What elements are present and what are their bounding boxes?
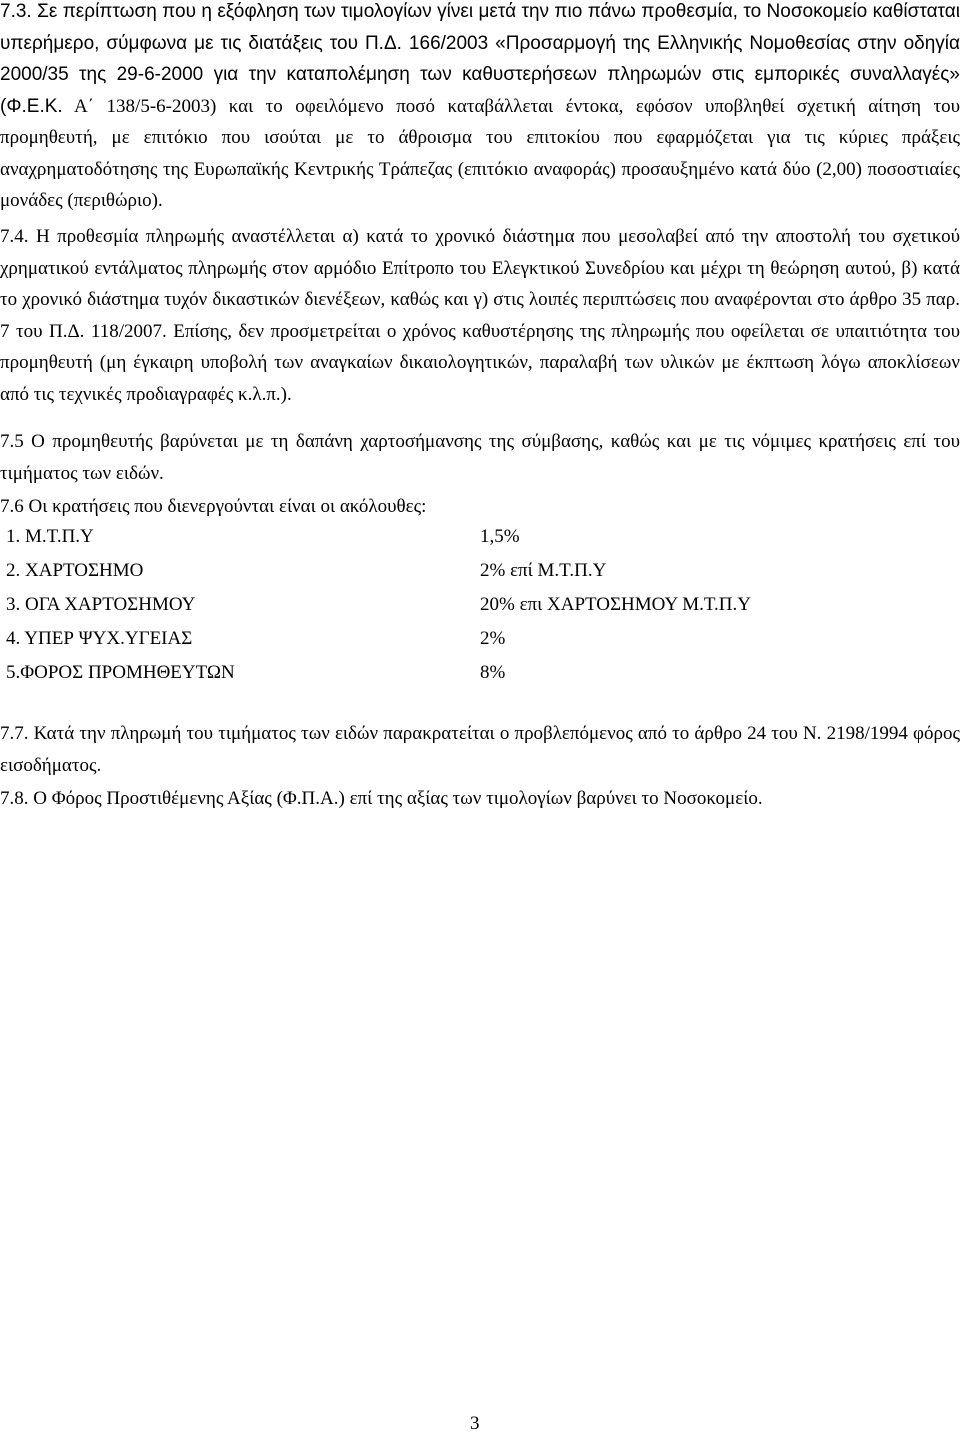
paragraph-7-3-opening: 7.3. Σε περίπτωση που η εξόφληση των τιμολογίων γίνει μετά την πιο πάνω προθεσμία, το Νοσοκομείο καθίσταται υπερήμερο, σύμφωνα με τις διατάξεις του Π.Δ. 166/2003 «Προσαρμογή της Ελληνικής Νομοθεσίας στην οδηγία 2000/35 της 29-6-2000 για την καταπολέμηση των καθυστερήσεων πληρωμών στις εμπορικές συναλλαγές» (Φ.Ε.Κ. xyxy=(0,1,960,117)
retention-rate: 2% xyxy=(480,628,506,649)
retention-rate: 2% επί Μ.Τ.Π.Υ xyxy=(480,560,607,581)
retention-item: 2. ΧΑΡΤΟΣΗΜΟ xyxy=(6,560,144,581)
paragraph-7-6: 7.6 Οι κρατήσεις που διενεργούνται είναι οι ακόλουθες: xyxy=(0,496,427,517)
paragraph-7-4: 7.4. Η προθεσμία πληρωμής αναστέλλεται α) κατά το χρονικό διάστημα που μεσολαβεί από την αποστολή του σχετικού χρηματικού εντάλματος πληρωμής στον αρμόδιο Επίτροπο του Ελεγκτικού Συνεδρίου και μέχρι τη θεώρηση αυτού, β) κατά το χρονικό διάστημα τυχόν δικαστικών διενέξεων, καθώς και γ) στις λοιπές περιπτώσεις που αναφέρονται στο άρθρο 35 παρ. 7 του Π.Δ. 118/2007. Επίσης, δεν προσμετρείται ο χρόνος καθυστέρησης της πληρωμής που οφείλεται σε υπαιτιότητα του προμηθευτή (μη έγκαιρη υποβολή των αναγκαίων δικαιολογητικών, παραλαβή των υλικών με έκπτωση λόγω αποκλίσεων από τις τεχνικές προδιαγραφές κ.λ.π.). xyxy=(0,226,960,405)
paragraph-7-3 xyxy=(0,0,960,217)
paragraph-7-7: 7.7. Κατά την πληρωμή του τιμήματος των ειδών παρακρατείται ο προβλεπόμενος από το άρθρο 24 του Ν. 2198/1994 φόρος εισοδήματος. xyxy=(0,723,960,776)
retention-item: 1. Μ.Τ.Π.Υ xyxy=(6,526,94,547)
paragraph-7-5: 7.5 Ο προμηθευτής βαρύνεται με τη δαπάνη χαρτοσήμανσης της σύμβασης, καθώς και με τις νόμιμες κρατήσεις επί του τιμήματος των ειδών. xyxy=(0,431,960,484)
page-number: 3 xyxy=(470,1413,480,1434)
retention-rate: 1,5% xyxy=(480,526,520,547)
paragraph-7-3-body: Α΄ 138/5-6-2003) και το οφειλόμενο ποσό καταβάλλεται έντοκα, εφόσον υποβληθεί σχετική αίτηση του προμηθευτή, με επιτόκιο που ισούται με το άθροισμα του επιτοκίου που εφαρμόζεται για τις κύριες πράξεις αναχρηματοδότησης της Ευρωπαϊκής Κεντρικής Τράπεζας (επιτόκιο αναφοράς) προσαυξημένο κατά δύο (2,00) ποσοστιαίες μονάδες (περιθώριο). xyxy=(0,95,960,211)
retention-item: 3. ΟΓΑ ΧΑΡΤΟΣΗΜΟΥ xyxy=(6,594,196,615)
retention-item: 4. ΥΠΕΡ ΨΥΧ.ΥΓΕΙΑΣ xyxy=(6,628,193,649)
retention-rate: 20% επι ΧΑΡΤΟΣΗΜΟΥ Μ.Τ.Π.Υ xyxy=(480,594,752,615)
paragraph-7-8: 7.8. Ο Φόρος Προστιθέμενης Αξίας (Φ.Π.Α.) επί της αξίας των τιμολογίων βαρύνει το Νοσοκομείο. xyxy=(0,788,763,809)
retention-rate: 8% xyxy=(480,662,506,683)
retention-item: 5.ΦΟΡΟΣ ΠΡΟΜΗΘΕΥΤΩΝ xyxy=(6,662,235,683)
